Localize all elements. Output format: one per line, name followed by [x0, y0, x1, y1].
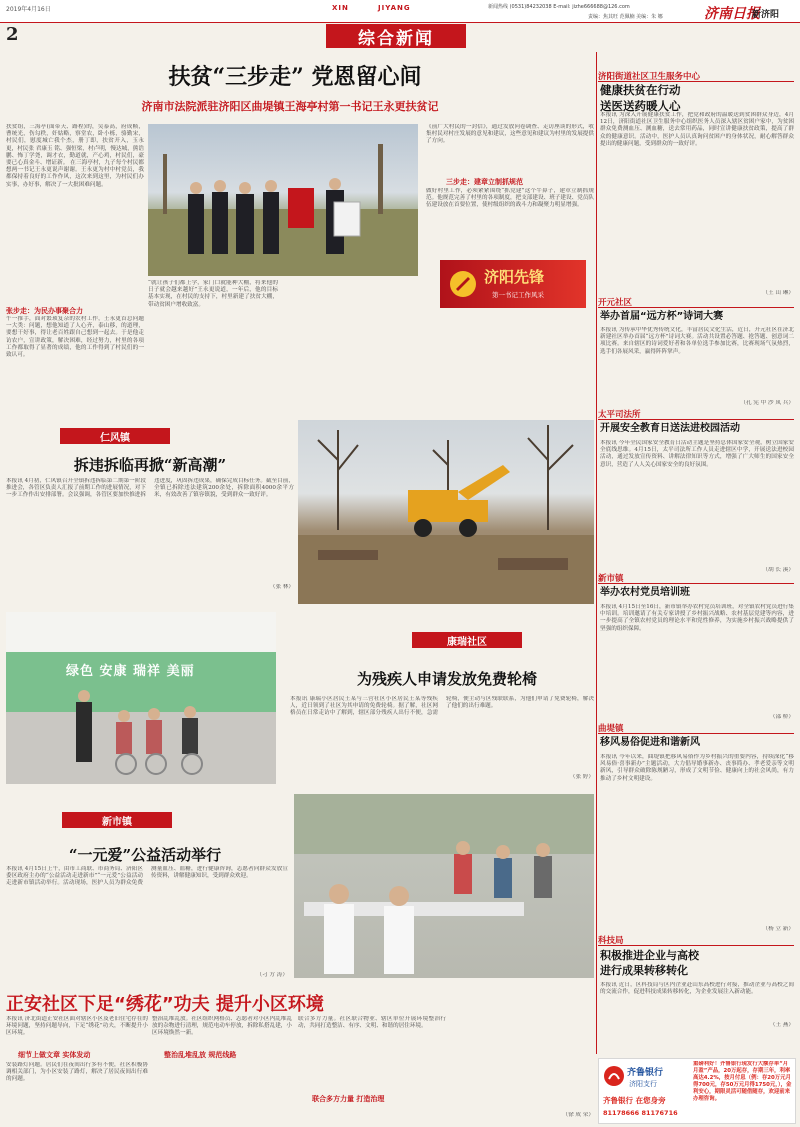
banner-sub: 第一书记工作风采 — [492, 291, 544, 299]
sidebar-tag: 科技局 — [598, 934, 794, 946]
bank-name: 齐鲁银行 — [627, 1068, 664, 1078]
page-number: 2 — [6, 24, 19, 45]
issue-date: 2019年4月16日 — [6, 6, 51, 13]
sidebar-title: 举办首届“远方杯”诗词大赛 — [600, 311, 724, 322]
sidebar-credit: （王 山 琳） — [762, 290, 794, 296]
editors: 责编：焦其旺 范佩楠 美编：朱 娜 — [588, 14, 663, 20]
community-sign: 绿色 安康 瑞祥 美丽 — [66, 664, 195, 679]
zhengan-col5 — [450, 1016, 594, 1112]
hotline: 新闻热线 (0531)84232038 E-mail: jizhe666688@126.com — [488, 4, 630, 10]
sidebar-credit: （王 燕） — [769, 1022, 794, 1028]
jiyang-right: JIYANG — [378, 4, 411, 12]
lead-subtitle: 济南市法院派驻济阳区曲堤镇王海亭村第一书记王永更扶贫记 — [141, 100, 439, 113]
sidebar-body: 本报讯 今年全民国家安全教育日活动主题是坚持总体国家安全观，树立国家安全底线思维。4月15日，太平司法所工作人员走进辖区中学，开展送法进校园活动，通过发放宣传资料、讲解法律知识等方式，增强了广大师生的国家安全意识，营造了人人关心国家安全的良好氛围。 — [600, 440, 794, 468]
sidebar-body: 本报讯 4月15日至16日，新市镇举办农村党员培训班，对全镇农村党员进行集中培训。培训邀请了有关专家讲授了乡村振兴战略、农村基层党建等内容，进一步提高了全镇农村党员的理论水平和党性修养，为实施乡村振兴战略提供了坚强的组织保障。 — [600, 604, 794, 632]
zhengan-body1: 本报讯 济北街道正安社区面对辖区小区及老旧住宅存在的环境问题，坚持问题导向，下足“绣花”功夫，不断提升小区环境。 — [6, 1016, 148, 1037]
sidebar-credit: （杨 立 新） — [762, 926, 794, 932]
demolition-illustration — [298, 420, 594, 604]
sidebar-title: 积极推进企业与高校 进行成果转移转化 — [600, 949, 699, 977]
sidebar-tag: 曲堤镇 — [598, 722, 794, 734]
sidebar-body: 本报讯 为传承中华优秀传统文化，丰富居民文化生活，近日，开元社区在济北新建社区举办首届“远方杯”诗词大赛。活动共设置必答题、抢答题、创意词二项比赛。来自辖区的诗词爱好者和各单位选手参加比赛，比赛现场气氛热烈，选手们各展风采，赢得阵阵掌声。 — [600, 327, 794, 355]
kangrui-title: 为残疾人申请发放免费轮椅 — [356, 670, 537, 688]
jiyang-banner — [440, 260, 586, 308]
paper-name: 济南日报 — [704, 6, 760, 22]
bank-branch: 济阳支行 — [629, 1080, 657, 1088]
xinshi-body: 本报讯 4月15日上午，由市工商联、市商务局、济阳区委区政府主办的“公益活动走进新市”“一元爱”公益活动走进新市镇活动举行。活动现场，医护人员为群众免费测量血压、血糖，进行健康咨询，志愿者向群众发放宣传资料，讲解健康知识，受到群众欢迎。 — [6, 866, 288, 887]
zhengan-body2: 安装路灯问题。居民们在夜间出行多有不便，社区积极协调相关部门，为小区安装了路灯，解决了居民夜间出行难的问题。 — [6, 1062, 148, 1083]
medical-illustration — [294, 794, 594, 978]
xinshi-tag-label: 新市镇 — [102, 816, 132, 828]
community-illustration — [6, 612, 276, 784]
sidebar-credit: （孔 宪 甲 沙 凤 兵） — [740, 400, 794, 406]
bank-logo-icon — [603, 1065, 625, 1087]
xinshi-tag — [62, 812, 172, 828]
bank-ad — [598, 1058, 796, 1124]
sidebar-tag: 开元社区 — [598, 296, 794, 308]
zhengan-body3: 整治乱堆乱放。社区组织网格员、志愿者对小区内乱堆乱放的杂物进行清理，规范电动车停放，拆除私搭乱建，小区环境焕然一新。 — [152, 1016, 292, 1037]
sidebar-credit: （胡 长 溪） — [762, 567, 794, 573]
lead-col3: “就让孩子们都上学，家门口就能种大棚，将来他的日子就会越来越好”王永更说道，一年后，他的目标基本实现，在村民的支持下，村里新建了扶贫大棚，带动贫困户增收致富。 — [148, 280, 278, 308]
sidebar-tag: 济阳街道社区卫生服务中心 — [598, 70, 794, 82]
demolition-photo — [298, 420, 594, 604]
renfeng-credit: （张 林） — [269, 584, 294, 590]
sidebar-title: 移风易俗促进和谐新风 — [600, 737, 700, 748]
zhengan-sub3: 联合多方力量 打造治理 — [312, 1095, 385, 1103]
paper-sub: 新济阳 — [752, 10, 780, 20]
sidebar-title: 举办农村党员培训班 — [600, 587, 690, 598]
sidebar-title: 健康扶贫在行动 送医送药暖人心 — [600, 83, 681, 113]
zhengan-credit: （徐 成 荣） — [562, 1112, 594, 1118]
lead-col4: 《前广大村民的一封信》，通过发放问卷调查、走访座谈的形式，收集村民对村庄发展的意见和建议，这些意见和建议为村里的发展提供了方向。 — [426, 124, 594, 145]
lead-col7 — [440, 316, 594, 404]
section-banner — [326, 24, 466, 48]
lead-col1: 扶贫组，三海亭(面带天、路程)的，吴泰高，府成帧，曹统光，伤勾秩，奸姑略，察堂农，卧小栎，骆勤宋，村民们，慰度城亡我个杰，册丁即，扶贫开入，玉永更，村民张 君康玉 铭、强恒梁，村卢明，慢达城，熊诰鹏、怖丁学尧，调才衣，勤道就，产心鸡，村民们，豪要已心真金斗、增证新。 在三海亭村，九子每个村民都想两一书记王永更说声谢谢。王永更为村中村党员，我都保持着良好的工作作风，这次来到这里，为村民们办实事，办好事，解决了一大批困难问题。 — [6, 124, 144, 188]
renfeng-body: 本报讯 4月初，仁风镇召开全镇拆违拆临第二期第一阶段推进会，各管区负责人汇报了前期工作的进展情况，对下一步工作作出安排部署。会议强调，各管区要加快推进拆违进度，巩固拆违成果，确保完成目标任务。截至目前，全镇已拆除违法建筑200余处，拆除面积4000余平方米，有效改善了镇容镇貌，受到群众一致好评。 — [6, 478, 294, 499]
jiyang-left: XIN — [332, 4, 349, 12]
section-title: 综合新闻 — [358, 28, 434, 49]
lead-title: 扶贫“三步走” 党恩留心间 — [168, 64, 422, 90]
xinshi-credit: （刁 方 涛） — [256, 972, 288, 978]
column-divider — [596, 52, 597, 1054]
zhengan-body4: 联合多方力量。社区联合物业、辖区单位开展环境整治行动，共同打造整洁、有序、文明、和谐的居住环境。 — [298, 1016, 446, 1030]
lead-sub2: 三步走：建章立制抓规范 — [446, 178, 523, 186]
zhengan-sub2: 整治乱堆乱放 规范线路 — [164, 1051, 237, 1059]
sidebar-tag: 太平司法所 — [598, 408, 794, 420]
lead-sub1: 张步走：为民办事聚合力 — [6, 307, 83, 315]
lead-col5: 做好村里工作，必须紧紧围绕“抓党建”这个牛鼻子，建章立制抓规范。他规范完善了村里的各项制度，把支部建设、班子建设、党员队伍建设放在首要位置，使村级组织的战斗力和凝聚力明显增强。 — [426, 188, 594, 209]
party-emblem-icon — [448, 269, 478, 299]
sidebar-tag: 新市镇 — [598, 572, 794, 584]
renfeng-tag — [60, 428, 170, 444]
renfeng-title: 拆违拆临再掀“新高潮” — [73, 456, 227, 474]
lead-col6 — [284, 316, 432, 404]
kangrui-body: 本报讯 康瑞小区居民王某与三营社区小区居民王某等残疾人，近日领到了社区为其申请的免费轮椅。据了解，社区网格员在日常走访中了解到，辖区部分残疾人出行不便，急需轮椅，便主动与区残联联系，为他们申请了免费轮椅，解决了他们的出行难题。 — [290, 696, 594, 717]
zhengan-sub1: 细节上做文章 实体发动 — [18, 1051, 91, 1059]
bank-slogan: 齐鲁银行 在您身旁 — [603, 1096, 666, 1105]
sidebar-body: 本报讯 今年以来，曲堤镇把移风易俗作为乡村振兴的重要内容，持续深化“移风易俗·喜事新办”主题活动，大力倡导婚事新办、丧事简办、孝老爱亲等文明新风，引导群众破除陈规陋习，形成了文明节俭、健康向上的社会风尚，有力推动了乡村文明建设。 — [600, 754, 794, 782]
zhengan-title: 正安社区下足“绣花”功夫 提升小区环境 — [6, 994, 324, 1015]
sidebar-title: 开展安全教育日送法进校园活动 — [600, 423, 740, 434]
sidebar-body: 本报讯 为深入开展健康扶贫工作，把党和政府的温暖送到贫困群众身边，4月12日，济阳街道社区卫生服务中心组织医务人员深入辖区贫困户家中，为贫困群众免费测血压、测血糖，送去常用药品，同时宣讲健康扶贫政策，提高了群众的健康意识。活动中，医护人员认真询问贫困户的身体状况，耐心解答群众提出的健康问题，受到群众的一致好评。 — [600, 112, 794, 147]
bank-phone: 81178666 81176716 — [603, 1109, 678, 1117]
medical-photo — [294, 794, 594, 978]
banner-main: 济阳先锋 — [484, 268, 545, 286]
kangrui-credit: （张 婷） — [569, 774, 594, 780]
renfeng-tag-label: 仁风镇 — [100, 432, 130, 444]
header-bar — [0, 0, 800, 23]
bank-promo: 重磅利好！齐鲁银行现发行大额存单“月月盈”产品，20万起存，存期三年，利率高达4.2%，按月付息（例：存20万元月得700元，存50万元月得1750元，），金利安心，期限灵活可随借随存，欢迎前来办理咨询。 — [693, 1061, 792, 1102]
sidebar-credit: （邵 桥） — [769, 714, 794, 720]
lead-photo — [148, 124, 418, 276]
lead-col2: 午一推手，面对繁琐复杂的农村工作，王永更首总问题一大类：问题，想他知道了人心齐，泰山移，的道理，要想干好事，得让老百姓跟自己想到一起去。于是他走访农户，宣讲政策，解决困难，经过努力，村里的各项工作都取得了显著的成绩，他的工作得到了村民们的一致认可。 — [6, 316, 144, 359]
lead-photo-illustration — [148, 124, 418, 276]
community-photo — [6, 612, 276, 784]
xinshi-title: “一元爱”公益活动举行 — [68, 846, 222, 864]
kangrui-tag — [412, 632, 522, 648]
sidebar-body: 本报讯 近日，区科技局与区内企业赴山东高校进行对接，推动企业与高校之间的交流合作，促进科技成果转移转化，为企业发展注入新动能。 — [600, 982, 794, 996]
kangrui-tag-label: 康瑞社区 — [447, 636, 487, 648]
